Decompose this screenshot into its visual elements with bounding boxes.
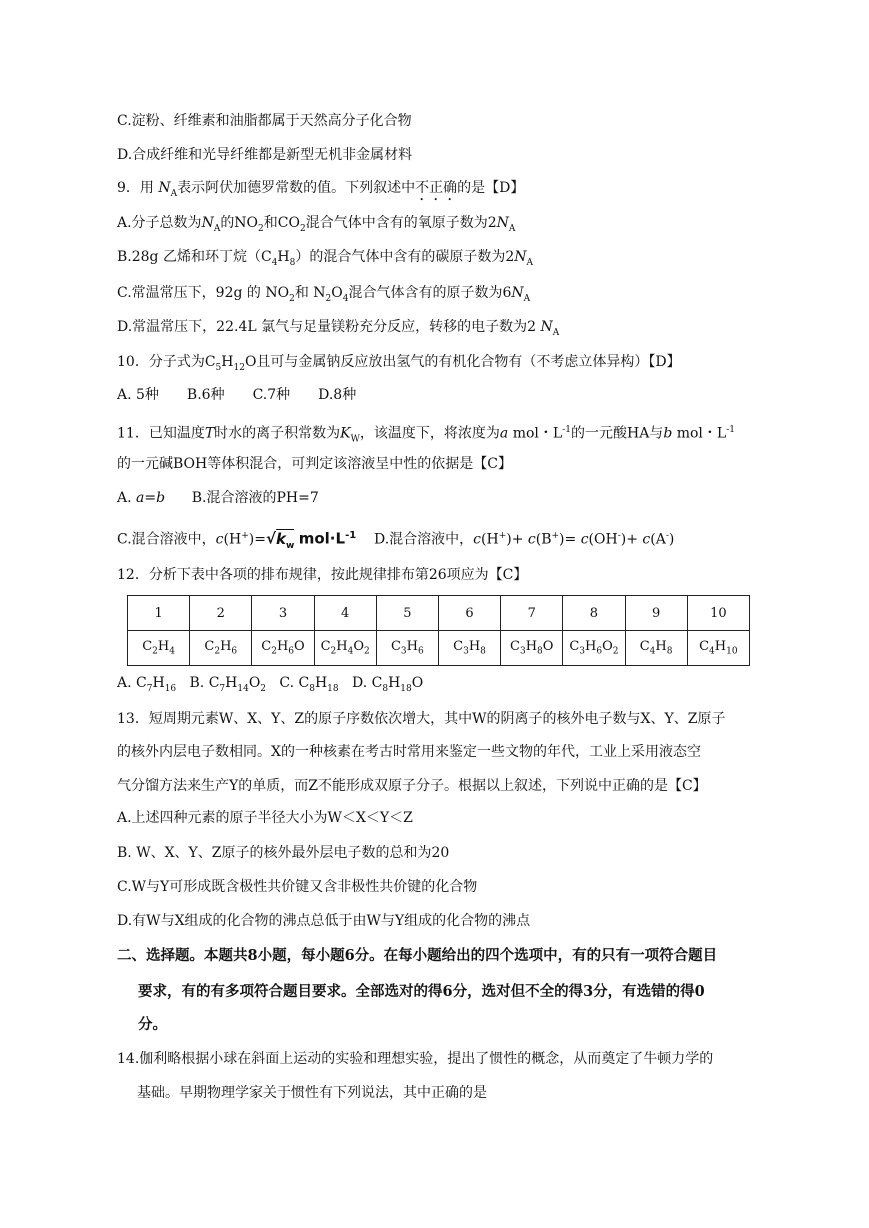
option-8c: C.淀粉、纤维素和油脂都属于天然高分子化合物 — [117, 113, 412, 129]
table-cell: 2 — [190, 596, 252, 631]
question-11-line2: 的一元碱BOH等体积混合，可判定该溶液呈中性的依据是【C】 — [117, 456, 512, 472]
section-2-heading-line3: 分。 — [138, 1016, 167, 1033]
table-cell: $C_3H_6O_2$ — [563, 631, 625, 666]
question-13-line1: 13．短周期元素W、X、Y、Z的原子序数依次增大，其中W的阴离子的核外电子数与X、Y、Z原子 — [117, 711, 726, 727]
table-cell: 3 — [252, 596, 314, 631]
table-cell: 8 — [563, 596, 625, 631]
options-11ab: A. a=b B.混合溶液的PH=7 — [117, 490, 319, 506]
table-cell: 1 — [128, 596, 190, 631]
table-cell: $C_2H_6$ — [190, 631, 252, 666]
table-cell: 5 — [376, 596, 438, 631]
option-13d: D.有W与X组成的化合物的沸点总低于由W与Y组成的化合物的沸点 — [117, 913, 531, 929]
table-cell: 4 — [314, 596, 376, 631]
table-row — [128, 631, 750, 666]
option-9b: B.28g 乙烯和环丁烷$(C_4H_8)$的混合气体中含有的碳原子数为$2N_A$ — [117, 249, 534, 268]
option-13c: C.W与Y可形成既含极性共价键又含非极性共价键的化合物 — [117, 879, 478, 895]
option-13a: A.上述四种元素的原子半径大小为W＜X＜Y＜Z — [117, 810, 413, 826]
options-10: A. 5种 B.6种 C.7种 D.8种 — [117, 387, 357, 403]
table-cell: $C_4H_{10}$ — [687, 631, 749, 666]
option-9d: D.常温常压下，22.4L 氯气与足量镁粉充分反应，转移的电子数为2 $N_A$ — [117, 319, 560, 338]
section-2-heading-line2: 要求，有的有多项符合题目要求。全部选对的得6分，选对但不全的得3分，有选错的得0 — [138, 983, 705, 1000]
option-8d: D.合成纤维和光导纤维都是新型无机非金属材料 — [117, 147, 413, 163]
table-cell: $C_3H_6$ — [376, 631, 438, 666]
table-cell: $C_3H_8$ — [438, 631, 500, 666]
table-cell: $C_3H_8O$ — [501, 631, 563, 666]
table-cell: $C_2H_6O$ — [252, 631, 314, 666]
option-9a: A.分子总数为$N_A$的$NO_2$和$CO_2$混合气体中含有的氧原子数为$2N_A$ — [117, 215, 516, 234]
table-row — [128, 596, 750, 631]
table-cell: $C_4H_8$ — [625, 631, 687, 666]
section-2-heading: 二、选择题。本题共8小题，每小题6分。在每小题给出的四个选项中，有的只有一项符合题目 — [117, 947, 718, 964]
options-11cd: C.混合溶液中，$c(H^+)=√k_w$ $mol\cdot L^{-1}$ D.混合溶液中，c(H+)+ c(B+)= c(OH-)+ c(A-) — [117, 529, 675, 551]
question-13-line2: 的核外内层电子数相同。X的一种核素在考古时常用来鉴定一些文物的年代，工业上采用液态空 — [117, 744, 701, 760]
table-cell: 6 — [438, 596, 500, 631]
question-14-line1: 14.伽利略根据小球在斜面上运动的实验和理想实验，提出了惯性的概念，从而奠定了牛顿力学的 — [117, 1051, 714, 1067]
table-cell: $C_2H_4O_2$ — [314, 631, 376, 666]
options-12: A. $C_7H_{16}$ B. $C_7H_{14}O_2$ C. $C_8H_{18}$ D. $C_8H_{18}O$ — [117, 675, 424, 694]
question-14-line2: 基础。早期物理学家关于惯性有下列说法，其中正确的是 — [137, 1085, 487, 1101]
question-9: 9．用 $N_A$表示阿伏加德罗常数的值。下列叙述中不正确的是【D】 — [117, 180, 525, 199]
question-13-line3: 气分馏方法来生产Y的单质，而Z不能形成双原子分子。根据以上叙述，下列说中正确的是【C】 — [117, 778, 707, 794]
sequence-table — [127, 595, 750, 666]
question-11: 11．已知温度T时水的离子积常数为$K_W$，该温度下，将浓度为a mol・$L^{-1}$的一元酸HA与b mol・$L^{-1}$ — [117, 425, 735, 445]
table-cell: 7 — [501, 596, 563, 631]
table-cell: 10 — [687, 596, 749, 631]
table-cell: 9 — [625, 596, 687, 631]
option-9c: C.常温常压下，92g 的 $NO_2$和 $N_2O_4$混合气体含有的原子数为$6N_A$ — [117, 285, 531, 304]
question-12: 12．分析下表中各项的排布规律，按此规律排布第26项应为【C】 — [117, 567, 528, 583]
table-cell: $C_2H_4$ — [128, 631, 190, 666]
option-13b: B. W、X、Y、Z原子的核外最外层电子数的总和为20 — [117, 845, 450, 861]
question-10: 10．分子式为$C_5H_{12}O$且可与金属钠反应放出氢气的有机化合物有（不考虑立体异构）【D】 — [117, 354, 681, 373]
